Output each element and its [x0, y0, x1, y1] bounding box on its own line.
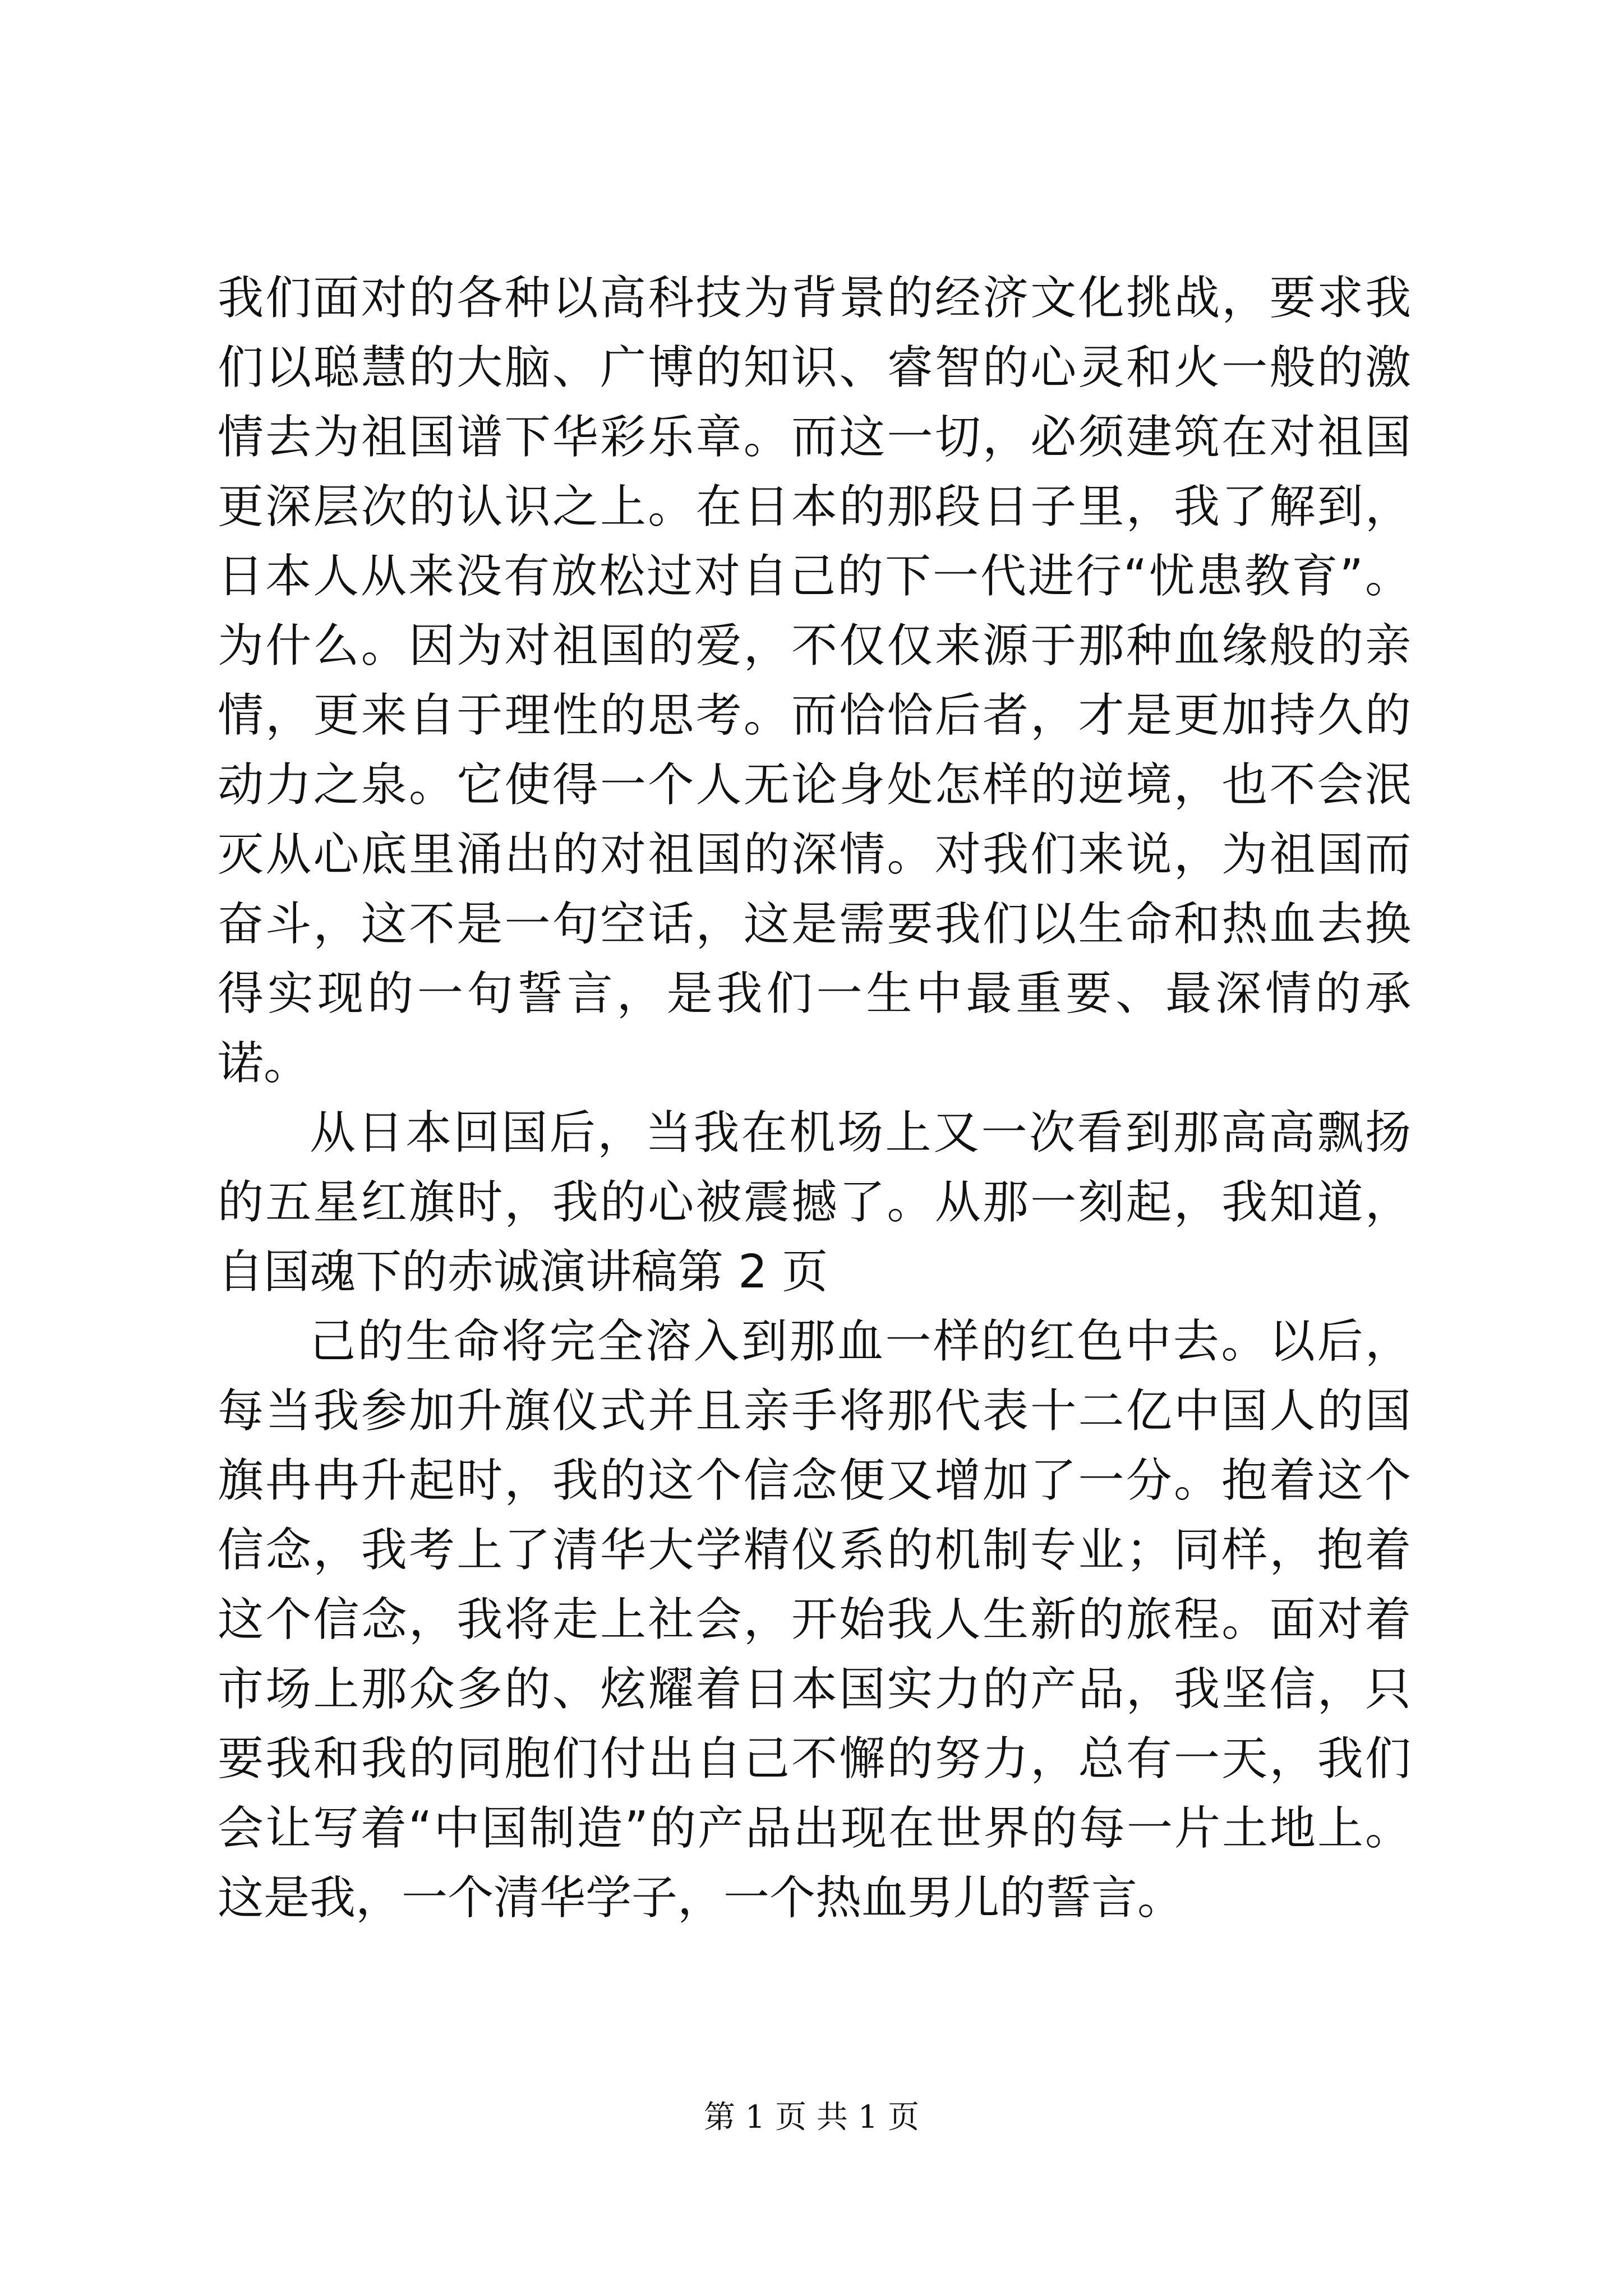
paragraph-2: 从日本回国后，当我在机场上又一次看到那高高飘扬的五星红旗时，我的心被震撼了。从那一刻起，我知道，自国魂下的赤诚演讲稿第 2 页: [218, 1106, 1411, 1299]
document-body: [218, 264, 1411, 1933]
paragraph-3: 己的生命将完全溶入到那血一样的红色中去。以后，每当我参加升旗仪式并且亲手将那代表十二亿中国人的国旗冉冉升起时，我的这个信念便又增加了一分。抱着这个信念，我考上了清华大学精仪系的机制专业；同样，抱着这个信念，我将走上社会，开始我人生新的旅程。面对着市场上那众多的、炫耀着日本国实力的产品，我坚信，只要我和我的同胞们付出自己不懈的努力，总有一天，我们会让写着“中国制造”的产品出现在世界的每一片土地上。这是我，一个清华学子，一个热血男儿的誓言。: [218, 1315, 1411, 1925]
page-footer: 第 1 页 共 1 页: [703, 2099, 920, 2136]
paragraph-1: 我们面对的各种以高科技为背景的经济文化挑战，要求我们以聪慧的大脑、广博的知识、睿智的心灵和火一般的激情去为祖国谱下华彩乐章。而这一切，必须建筑在对祖国更深层次的认识之上。在日本的那段日子里，我了解到，日本人从来没有放松过对自己的下一代进行“忧患教育”。为什么。因为对祖国的爱，不仅仅来源于那种血缘般的亲情，更来自于理性的思考。而恰恰后者，才是更加持久的动力之泉。它使得一个人无论身处怎样的逆境，也不会泯灭从心底里涌出的对祖国的深情。对我们来说，为祖国而奋斗，这不是一句空话，这是需要我们以生命和热血去换得实现的一句誓言，是我们一生中最重要、最深情的承诺。: [218, 272, 1411, 1090]
